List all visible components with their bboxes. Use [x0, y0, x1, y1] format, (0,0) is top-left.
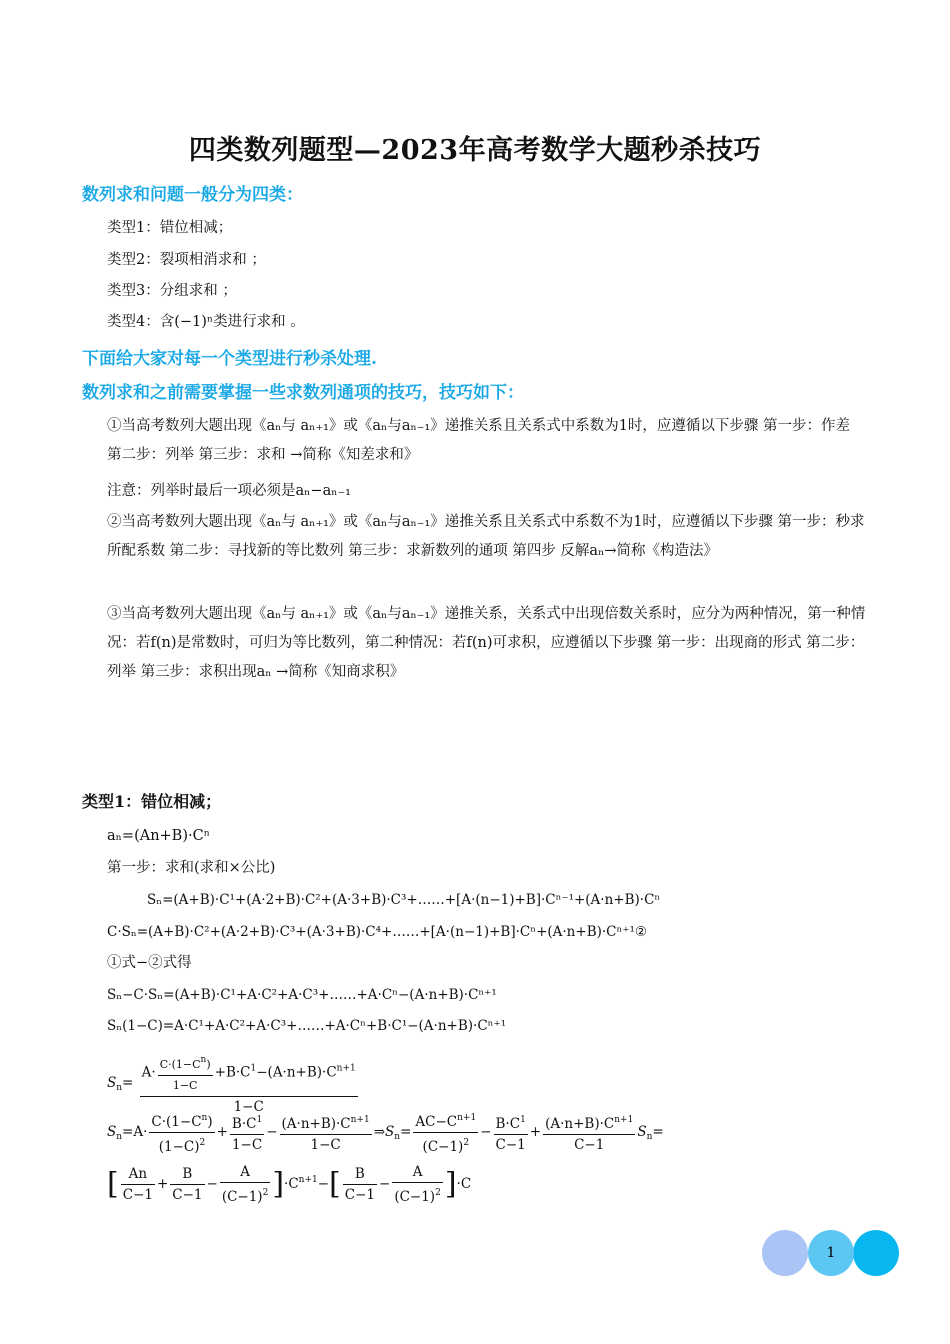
step-1-label: 第一步：求和(求和×公比) [107, 860, 276, 876]
page-title: 四类数列题型—2023年高考数学大题秒杀技巧 [188, 135, 762, 166]
note-heading-1: 下面给大家对每一个类型进行秒杀处理. [82, 349, 377, 369]
tip-1-note: 注意：列举时最后一项必须是aₙ−aₙ₋₁ [107, 483, 351, 499]
formula-an: aₙ=(An+B)·Cⁿ [107, 828, 210, 844]
equation-sum: Sₙ=(A+B)·C¹+(A·2+B)·C²+(A·3+B)·C³+……+[A·(n−1)+B]·Cⁿ⁻¹+(A·n+B)·Cⁿ [147, 892, 661, 908]
type-2-item: 类型2：裂项相消求和 ； [107, 252, 266, 268]
tip-1: ①当高考数列大题出现《aₙ与 aₙ₊₁》或《aₙ与aₙ₋₁》递推关系且关系式中系数为1时，应遵循以下步骤 第一步：作差 第二步：列举 第三步：求和 →简称《知差求和》 [107, 418, 851, 463]
equation-subtract-label: ①式−②式得 [107, 955, 192, 971]
note-heading-2: 数列求和之前需要掌握一些求数列通项的技巧，技巧如下： [82, 383, 524, 403]
type-4-item: 类型4：含(−1)ⁿ类进行求和 。 [107, 314, 305, 330]
equation-factored: Sₙ(1−C)=A·C¹+A·C²+A·C³+……+A·Cⁿ+B·C¹−(A·n+B)·Cⁿ⁺¹ [107, 1018, 507, 1034]
equation-sn-final: [ $\frac{An}{C-1}$ + $\frac{B}{C-1}$ − $\frac{A}{(C-1)^2}$ ]$\cdot C^{n+1}-$[ $\frac{B}{C-1}$ − $\frac{A}{(C-1)^2}$ ]·C [107, 1164, 472, 1205]
equation-difference: Sₙ−C·Sₙ=(A+B)·C¹+A·C²+A·C³+……+A·Cⁿ−(A·n+B)·Cⁿ⁺¹ [107, 987, 497, 1003]
tip-2: ②当高考数列大题出现《aₙ与 aₙ₊₁》或《aₙ与aₙ₋₁》递推关系且关系式中系数不为1时，应遵循以下步骤 第一步：秒求所配系数 第二步：寻找新的等比数列 第三步：求新数列的通项 第四步 反解aₙ→简称《构造法》 [107, 514, 865, 559]
page-circle-right [853, 1230, 899, 1276]
intro-heading: 数列求和问题一般分为四类： [82, 185, 303, 205]
equation-sn-expanded: $S_n=A\cdot$ $\frac{C\cdot(1-C^n)}{(1-C)^2}$ + $\frac{B\cdot C^1}{1-C}$ − $\frac{(A\cdot n+B)\cdot C^{n+1}}{1-C}$ $\Rightarrow S_n=$ $\frac{AC-C^{n+1}}{(C-1)^2}$ − $\frac{B\cdot C^1}{C-1}$ + $\frac{(A\cdot n+B)\cdot C^{n+1}}{C-1}$ $S_n=$ [107, 1108, 664, 1157]
page-number: 1 [808, 1230, 854, 1276]
type-1-item: 类型1：错位相减； [107, 220, 233, 236]
equation-sn-fraction: $S_n=$ A· $\frac{C\cdot(1-C^n)}{1-C}$ $+B\cdot C^1-(A\cdot n+B)\cdot C^{n+1}$ 1−C [107, 1050, 360, 1117]
page-circle-left [762, 1230, 808, 1276]
equation-c-sum: C·Sₙ=(A+B)·C²+(A·2+B)·C³+(A·3+B)·C⁴+……+[A·(n−1)+B]·Cⁿ+(A·n+B)·Cⁿ⁺¹② [107, 924, 647, 940]
tip-3: ③当高考数列大题出现《aₙ与 aₙ₊₁》或《aₙ与aₙ₋₁》递推关系，关系式中出现倍数关系时，应分为两种情况，第一种情况：若f(n)是常数时，可归为等比数列，第二种情况：若f(n)可求积，应遵循以下步骤 第一步：出现商的形式 第二步：列举 第三步：求积出现aₙ →简称《知商求积》 [107, 606, 866, 680]
section-1-heading: 类型1：错位相减； [82, 792, 222, 811]
type-3-item: 类型3：分组求和 ； [107, 283, 237, 299]
